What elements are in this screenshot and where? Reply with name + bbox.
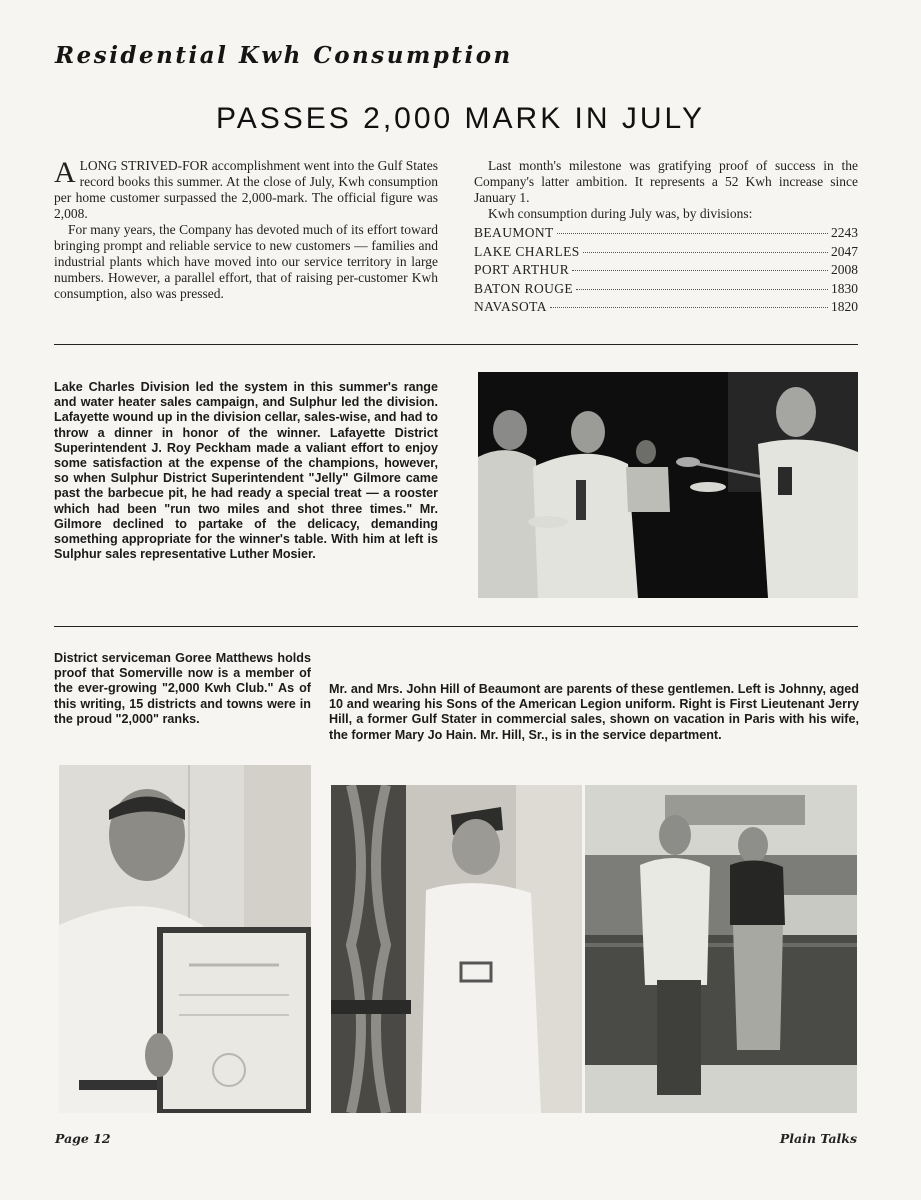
publication-name: Plain Talks — [779, 1131, 857, 1146]
headline: PASSES 2,000 MARK IN JULY — [215, 102, 706, 135]
division-table — [474, 224, 858, 317]
barbecue-photo — [478, 372, 858, 598]
division-name: LAKE CHARLES — [474, 243, 580, 259]
division-name: BEAUMONT — [474, 225, 554, 240]
story-paragraph-1-text: accomplishment went into the Gulf States record books this summer. At the close of July, Kwh consumption per home customer surpassed the 2,000-mark. The official figure was 2,008. — [54, 158, 438, 221]
division-name: PORT ARTHUR — [474, 262, 570, 277]
jerry-hill-photo — [585, 785, 857, 1113]
division-name: BATON ROUGE — [474, 280, 574, 296]
division-kwh: 1830 — [831, 280, 858, 296]
goree-matthews-photo — [59, 765, 311, 1113]
story-left-column — [54, 158, 438, 302]
section-divider — [54, 626, 858, 627]
division-name: NAVASOTA — [474, 299, 547, 314]
division-kwh: 1820 — [831, 299, 858, 314]
division-row — [474, 261, 858, 280]
section-kicker: Residential Kwh Consumption — [55, 42, 513, 69]
division-row — [474, 243, 858, 262]
division-kwh: 2243 — [831, 225, 858, 240]
story-paragraph-4: Kwh consumption during July was, by divisions: — [488, 206, 753, 221]
kwh-club-caption: District serviceman Goree Matthews holds proof that Somerville now is a member of the ever-growing "2,000 Kwh Club." As of this writing, 15 districts and towns were in the proud "2,000" ranks. — [54, 651, 311, 726]
division-row — [474, 224, 858, 243]
story-paragraph-2: For many years, the Company has devoted much of its effort toward bringing prompt and reliable service to new customers — families and industrial plants which have moved into our service territory in large numbers. However, a parallel effort, that of raising per-customer Kwh consumption, also was pressed. — [54, 222, 438, 301]
johnny-hill-photo — [331, 785, 582, 1113]
lead-in: LONG STRIVED-FOR — [79, 158, 209, 173]
story-paragraph-1 — [54, 158, 438, 222]
division-kwh: 2008 — [831, 262, 858, 277]
division-row — [474, 280, 858, 299]
hill-family-caption: Mr. and Mrs. John Hill of Beaumont are parents of these gentlemen. Left is Johnny, aged 10 and wearing his Sons of the American Legion uniform. Right is First Lieutenant Jerry Hill, a former Gulf Stater in commercial sales, shown on vacation in Paris with his wife, the former Mary Jo Hain. Mr. Hill, Sr., is in the service department. — [329, 682, 859, 742]
page-number: Page 12 — [55, 1131, 111, 1146]
barbecue-caption: Lake Charles Division led the system in this summer's range and water heater sales campaign, and Sulphur led the division. Lafayette wound up in the division cellar, sales-wise, and had to throw a dinner in honor of the winner. Lafayette District Superintendent J. Roy Peckham made a valiant effort to enjoy some satisfaction at the expense of the champions, however, so when Sulphur District Superintendent "Jelly" Gilmore came past the barbecue pit, he had ready a special treat — a rooster which had been "run two miles and shot three times." Mr. Gilmore declined to partake of the delicacy, demanding something appropriate for the winner's table. With him at left is Sulphur sales representative Luther Mosier. — [54, 380, 438, 562]
story-right-column — [474, 158, 858, 317]
story-paragraph-3: Last month's milestone was gratifying proof of success in the Company's latter ambition. It represents a 52 Kwh increase since January 1. — [474, 158, 858, 205]
division-row — [474, 298, 858, 317]
division-kwh: 2047 — [831, 243, 858, 259]
drop-cap: A — [54, 156, 76, 189]
section-divider — [54, 344, 858, 345]
